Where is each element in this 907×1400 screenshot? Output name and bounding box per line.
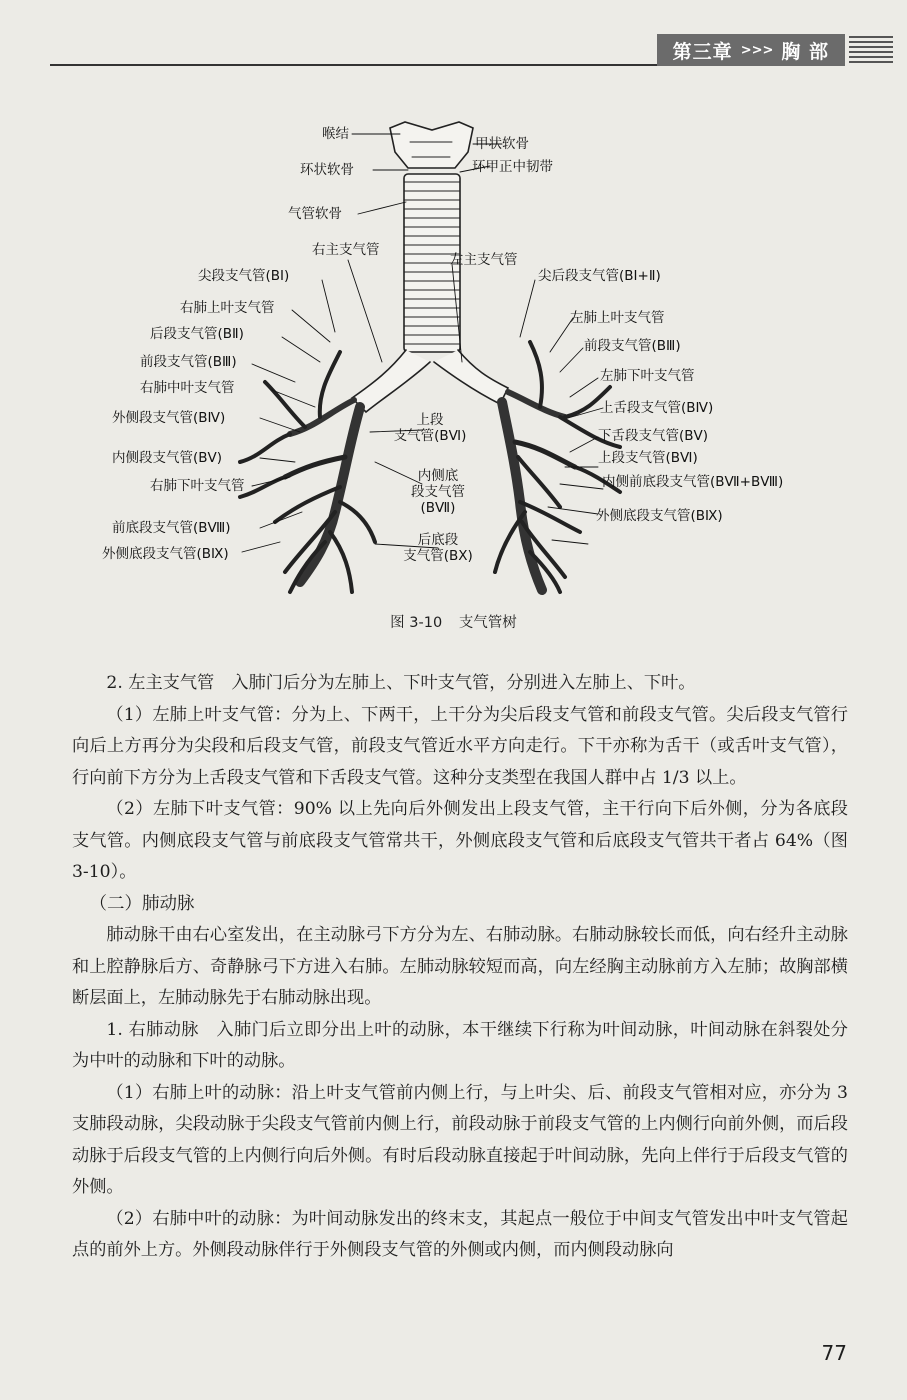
label-medial-basal-line2: 段支气管(BⅦ)	[411, 484, 465, 516]
label-anterior-basal-r: 前底段支气管(BⅧ)	[112, 520, 231, 536]
label-left-upper-lobe-bronchus: 左肺上叶支气管	[570, 310, 665, 326]
paragraph-left-upper-lobe: （1）左肺上叶支气管：分为上、下两干，上干分为尖后段支气管和前段支气管。尖后段支气管行向后上方再分为尖段和后段支气管，前段支气管近水平方向走行。下干亦称为舌干（或舌叶支气管），行向前下方分为上舌段支气管和下舌段支气管。这种分支类型在我国人群中占 1/3 以上。	[72, 704, 848, 788]
label-right-lower-lobe-bronchus: 右肺下叶支气管	[150, 478, 245, 494]
label-thyroid-cartilage: 甲状软骨	[475, 136, 529, 152]
label-superior-bronchus-r	[390, 412, 470, 444]
label-left-lower-lobe-bronchus: 左肺下叶支气管	[600, 368, 695, 384]
label-lateral-basal-l: 外侧底段支气管(BⅨ)	[596, 508, 723, 524]
chapter-tab	[657, 34, 845, 66]
label-laryngeal-prominence: 喉结	[322, 126, 349, 142]
paragraph-right-middle-lobe-artery: （2）右肺中叶的动脉：为叶间动脉发出的终末支，其起点一般位于中间支气管发出中叶支气管起点的前外上方。外侧段动脉伴行于外侧段支气管的外侧或内侧，而内侧段动脉向	[72, 1208, 848, 1260]
label-right-middle-lobe-bronchus: 右肺中叶支气管	[140, 380, 235, 396]
label-anteromedial-basal-l: 内侧前底段支气管(BⅦ+BⅧ)	[602, 474, 784, 490]
chapter-arrows: >>>	[740, 42, 774, 58]
body-text	[72, 668, 848, 1267]
label-inferior-lingular-bronchus: 下舌段支气管(BⅤ)	[598, 428, 709, 444]
label-apical-bronchus-r: 尖段支气管(BⅠ)	[198, 268, 290, 284]
figure-caption	[0, 611, 907, 632]
label-lateral-basal-r: 外侧底段支气管(BⅨ)	[102, 546, 229, 562]
label-medial-bronchus-r: 内侧段支气管(BⅤ)	[112, 450, 223, 466]
label-medial-basal-line1: 内侧底	[417, 468, 459, 484]
label-posterior-bronchus-r: 后段支气管(BⅡ)	[150, 326, 244, 342]
label-left-main-bronchus: 左主支气管	[450, 252, 518, 268]
label-superior-bronchus-l: 上段支气管(BⅥ)	[598, 450, 698, 466]
label-superior-bronchus-r-line2: 支气管(BⅥ)	[393, 428, 467, 444]
label-anterior-bronchus-l: 前段支气管(BⅢ)	[584, 338, 681, 354]
label-posterior-basal-bronchus	[396, 532, 480, 564]
paragraph-right-upper-lobe-artery: （1）右肺上叶的动脉：沿上叶支气管前内侧上行，与上叶尖、后、前段支气管相对应，亦分为 3 支肺段动脉，尖段动脉于尖段支气管前内侧上行，前段动脉于前段支气管的上内侧行向前外侧，而后段动脉于后段支气管的上内侧行向后外侧。有时后段动脉直接起于叶间动脉，先向上伴行于后段支气管的外侧。	[72, 1082, 848, 1197]
heading-pulmonary-artery: （二）肺动脉	[89, 893, 195, 914]
paragraph-right-pulmonary-artery: 1. 右肺动脉 入肺门后立即分出上叶的动脉，本干继续下行称为叶间动脉，叶间动脉在斜裂处分为中叶的动脉和下叶的动脉。	[72, 1019, 848, 1071]
running-header	[0, 34, 907, 72]
label-posterior-basal-line2: 支气管(BⅩ)	[403, 548, 473, 564]
section-title: 胸 部	[781, 40, 829, 63]
label-apicoposterior-bronchus-l: 尖后段支气管(BⅠ+Ⅱ)	[538, 268, 661, 284]
header-stripes-decoration	[849, 36, 893, 66]
label-tracheal-cartilage: 气管软骨	[288, 206, 342, 222]
label-median-cricothyroid-ligament: 环甲正中韧带	[472, 159, 553, 175]
label-cricoid-cartilage: 环状软骨	[300, 162, 354, 178]
figure-title: 支气管树	[458, 615, 517, 631]
label-superior-lingular-bronchus: 上舌段支气管(BⅣ)	[600, 400, 714, 416]
paragraph-left-main-bronchus: 2. 左主支气管 入肺门后分为左肺上、下叶支气管，分别进入左肺上、下叶。	[106, 673, 696, 693]
label-anterior-bronchus-r: 前段支气管(BⅢ)	[140, 354, 237, 370]
bronchial-tree-figure	[90, 112, 790, 612]
label-lateral-bronchus-r: 外侧段支气管(BⅣ)	[112, 410, 226, 426]
label-posterior-basal-line1: 后底段	[417, 532, 459, 548]
page-number: 77	[821, 1341, 847, 1365]
label-right-main-bronchus: 右主支气管	[312, 242, 380, 258]
paragraph-pulmonary-trunk: 肺动脉干由右心室发出，在主动脉弓下方分为左、右肺动脉。右肺动脉较长而低，向右经升主动脉和上腔静脉后方、奇静脉弓下方进入右肺。左肺动脉较短而高，向左经胸主动脉前方入左肺；故胸部横断层面上，左肺动脉先于右肺动脉出现。	[72, 925, 848, 1008]
label-medial-basal-bronchus	[396, 468, 480, 516]
chapter-number: 第三章	[672, 40, 733, 63]
label-right-upper-lobe-bronchus: 右肺上叶支气管	[180, 300, 275, 316]
paragraph-left-lower-lobe: （2）左肺下叶支气管：90% 以上先向后外侧发出上段支气管，主干行向下后外侧，分为各底段支气管。内侧底段支气管与前底段支气管常共干，外侧底段支气管和后底段支气管共干者占 64%（图 3-10）。	[72, 799, 848, 882]
figure-number: 图 3-10	[390, 615, 443, 631]
label-superior-bronchus-r-line1: 上段	[416, 412, 444, 428]
